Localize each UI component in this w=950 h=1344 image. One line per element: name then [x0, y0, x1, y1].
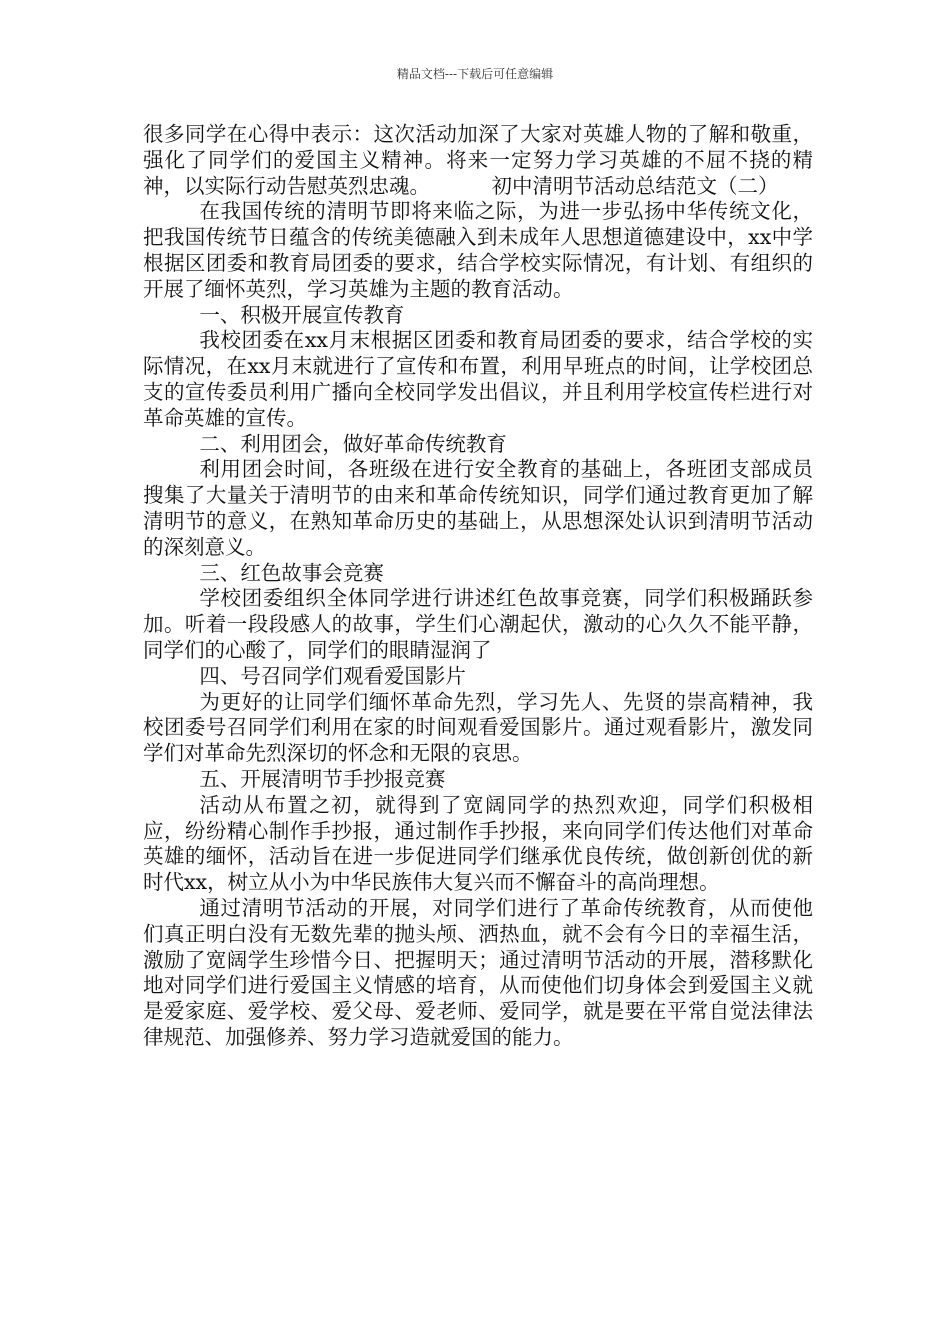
section-heading: 二、利用团会，做好革命传统教育: [199, 431, 507, 456]
section-heading: 五、开展清明节手抄报竞赛: [199, 766, 446, 791]
second-title: 初中清明节活动总结范文（二）: [491, 173, 779, 198]
section-heading: 三、红色故事会竞赛: [199, 560, 384, 585]
page-header: 精品文档---下载后可任意编辑: [396, 67, 554, 81]
body-paragraph: 通过清明节活动的开展，对同学们进行了革命传统教育，从而使他们真正明白没有无数先辈的抛头颅、洒热血，就不会有今日的幸福生活，激励了宽阔学生珍惜今日、把握明天；通过清明节活动的开展，潜移默化地对同学们进行爱国主义情感的培育，从而使他们切身体会到爱国主义就是爱家庭、爱学校、爱父母、爱老师、爱同学，就是要在平常自觉法律法律规范、加强修养、努力学习造就爱国的能力。: [143, 895, 813, 1049]
body-paragraph: 学校团委组织全体同学进行讲述红色故事竞赛，同学们积极踊跃参加。听着一段段感人的故事，学生们心潮起伏，激动的心久久不能平静，同学们的心酸了，同学们的眼睛湿润了: [143, 586, 813, 662]
body-paragraph: 利用团会时间，各班级在进行安全教育的基础上，各班团支部成员搜集了大量关于清明节的由来和革命传统知识，同学们通过教育更加了解清明节的意义，在熟知革命历史的基础上，从思想深处认识到清明节活动的深刻意义。: [143, 457, 813, 559]
section-heading: 四、号召同学们观看爱国影片: [199, 663, 466, 688]
intro-paragraph: [143, 122, 813, 199]
body-paragraph: 为更好的让同学们缅怀革命先烈，学习先人、先贤的崇高精神，我校团委号召同学们利用在家的时间观看爱国影片。通过观看影片，激发同学们对革命先烈深切的怀念和无限的哀思。: [143, 689, 813, 766]
body-paragraph: 在我国传统的清明节即将来临之际，为进一步弘扬中华传统文化，把我国传统节日蕴含的传统美德融入到未成年人思想道德建设中，xx中学根据区团委和教育局团委的要求，结合学校实际情况，有计划、有组织的开展了缅怀英烈，学习英雄为主题的教育活动。: [143, 199, 813, 301]
intro-text: 很多同学在心得中表示：这次活动加深了大家对英雄人物的了解和敬重，强化了同学们的爱国主义精神。将来一定努力学习英雄的不屈不挠的精神，以实际行动告慰英烈忠魂。: [143, 122, 813, 198]
body-paragraph: 活动从布置之初，就得到了宽阔同学的热烈欢迎，同学们积极相应，纷纷精心制作手抄报，通过制作手抄报，来向同学们传达他们对革命英雄的缅怀，活动旨在进一步促进同学们继承优良传统，做创新创优的新时代xx，树立从小为中华民族伟大复兴而不懈奋斗的高尚理想。: [143, 792, 813, 895]
document-body: [143, 122, 813, 1051]
section-heading: 一、积极开展宣传教育: [199, 302, 405, 327]
body-paragraph: 我校团委在xx月末根据区团委和教育局团委的要求，结合学校的实际情况，在xx月末就进行了宣传和布置，利用早班点的时间，让学校团总支的宣传委员利用广播向全校同学发出倡议，并且利用学校宣传栏进行对革命英雄的宣传。: [143, 328, 813, 430]
